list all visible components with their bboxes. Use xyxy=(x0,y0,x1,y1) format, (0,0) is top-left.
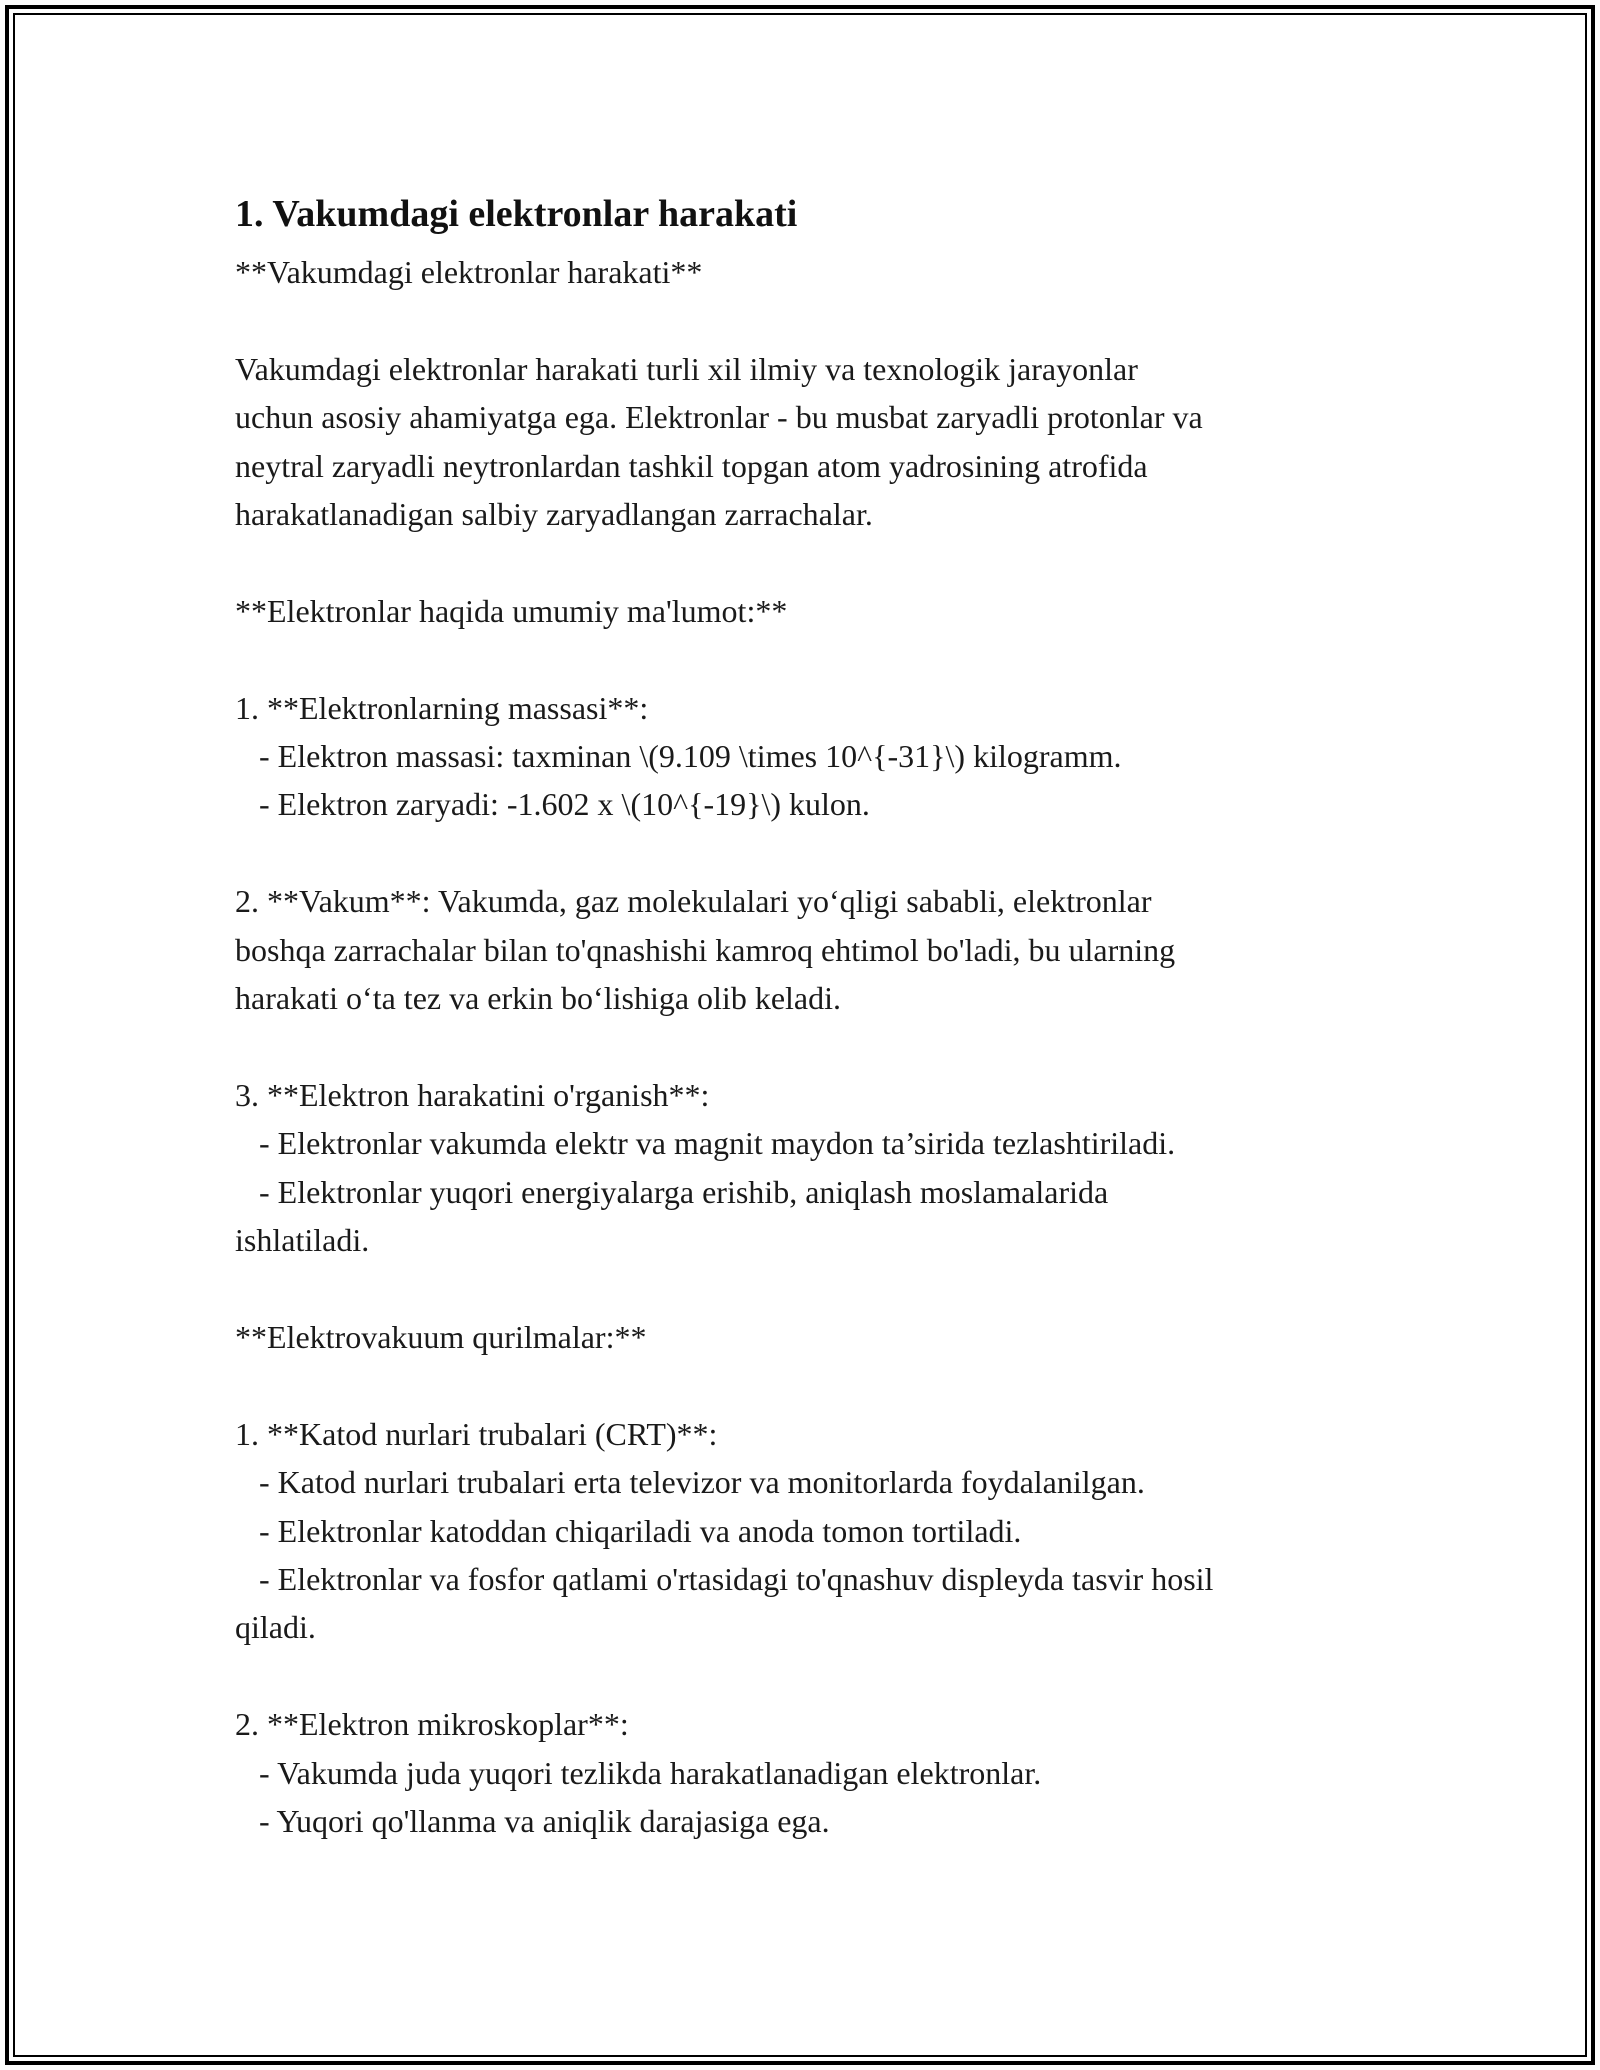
paragraph-intro: Vakumdagi elektronlar harakati turli xil ilmiy va texnologik jarayonlar uchun asosiy ahamiyatga ega. Elektronlar - bu musbat zaryadli protonlar va neytral zaryadli neytronlardan tashkil topgan atom yadrosining atrofida harakatlanadigan salbiy zaryadlangan zarrachalar. xyxy=(235,350,1203,533)
list-item-electron-microscopes: 2. **Elektron mikroskoplar**: - Vakumda juda yuqori tezlikda harakatlanadigan elektronlar. - Yuqori qo'llanma va aniqlik darajasiga ega. xyxy=(235,1706,1042,1839)
blank-line xyxy=(235,1652,1375,1700)
list-item-crt: 1. **Katod nurlari trubalari (CRT)**: - Katod nurlari trubalari erta televizor va monitorlarda foydalanilgan. - Elektronlar katoddan chiqariladi va anoda tomon tortiladi. - Elektronlar va fosfor qatlami o'rtasidagi to'qnashuv displeyda tasvir hosil qiladi. xyxy=(235,1415,1214,1646)
paragraph-subheading-general-info: **Elektronlar haqida umumiy ma'lumot:** xyxy=(235,592,788,629)
paragraph-bold-title: **Vakumdagi elektronlar harakati** xyxy=(235,254,703,290)
blank-line xyxy=(235,538,1375,586)
blank-line xyxy=(235,1361,1375,1409)
document-body xyxy=(235,180,1375,1845)
paragraph-subheading-devices: **Elektrovakuum qurilmalar:** xyxy=(235,1318,647,1355)
blank-line xyxy=(235,829,1375,877)
blank-line xyxy=(235,1023,1375,1071)
list-item-electron-mass: 1. **Elektronlarning massasi**: - Elektron massasi: taxminan \(9.109 \times 10^{-31}\) kilogramm. - Elektron zaryadi: -1.602 x \(10^{-19}\) kulon. xyxy=(235,689,1122,823)
blank-line xyxy=(235,296,1375,344)
section-heading: 1. Vakumdagi elektronlar harakati xyxy=(235,193,798,235)
blank-line xyxy=(235,635,1375,683)
blank-line xyxy=(235,1265,1375,1313)
list-item-vacuum: 2. **Vakum**: Vakumda, gaz molekulalari yo‘qligi sababli, elektronlar boshqa zarrachalar bilan to'qnashishi kamroq ehtimol bo'ladi, bu ularning harakati o‘ta tez va erkin bo‘lishiga olib keladi. xyxy=(235,883,1176,1017)
list-item-electron-motion-study: 3. **Elektron harakatini o'rganish**: - Elektronlar vakumda elektr va magnit maydon ta’sirida tezlashtiriladi. - Elektronlar yuqori energiyalarga erishib, aniqlash moslamalarida ishlatiladi. xyxy=(235,1076,1176,1259)
document-text xyxy=(235,248,1375,1845)
